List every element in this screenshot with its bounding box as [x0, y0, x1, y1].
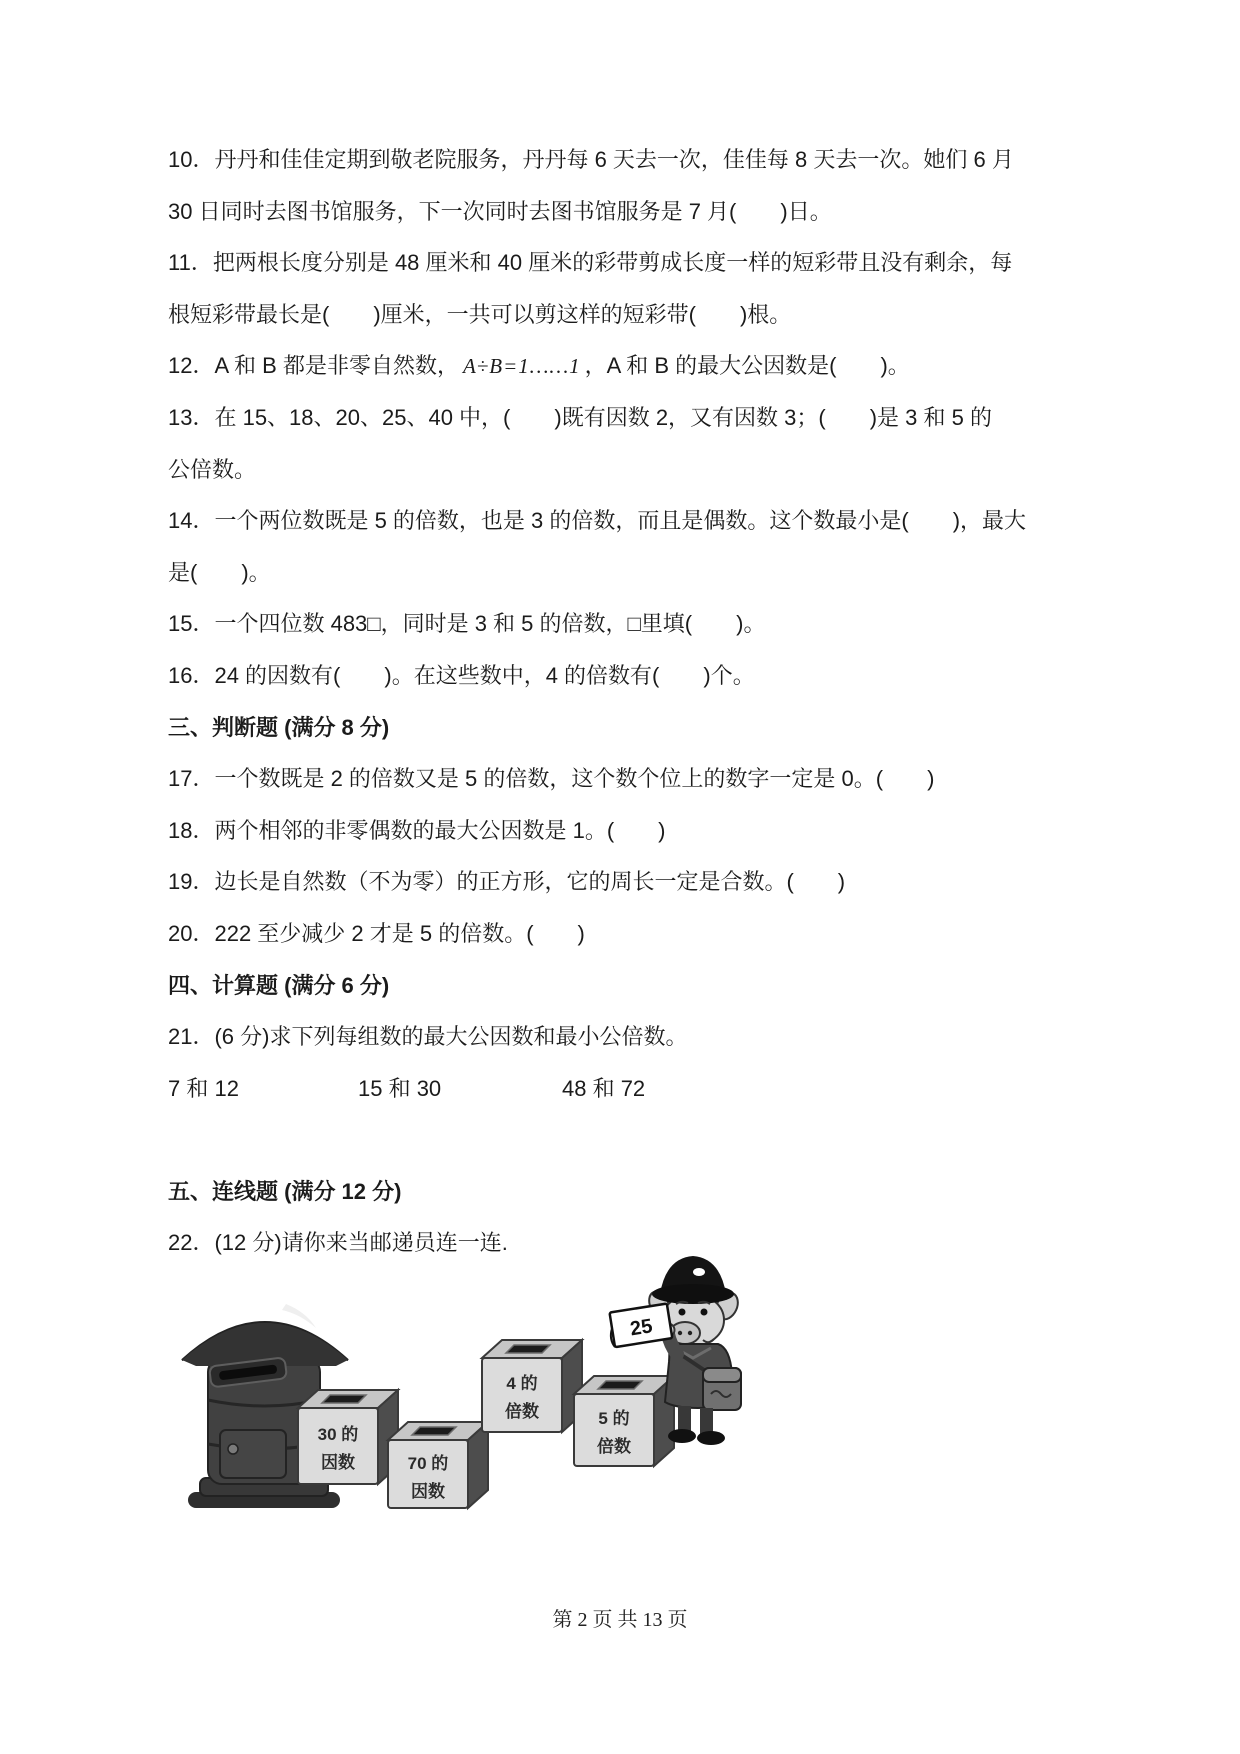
page-number-footer: 第 2 页 共 13 页 — [552, 1609, 688, 1631]
question-20: 20．222 至少减少 2 才是 5 的倍数。( ) — [168, 920, 585, 946]
section-4-calc-heading: 四、计算题 (满分 6 分) — [168, 972, 390, 998]
parcel-box-30-factors — [298, 1390, 398, 1484]
letter-25 — [607, 1304, 672, 1348]
pig-nostril-left — [678, 1331, 682, 1335]
pig-nostril-right — [688, 1331, 692, 1335]
calc-pair-3: 48 和 72 — [562, 1075, 646, 1101]
box-slot — [506, 1345, 550, 1353]
question-16: 16．24 的因数有( )。在这些数中，4 的倍数有( )个。 — [168, 662, 755, 688]
box-label-line-2: 因数 — [321, 1453, 355, 1472]
postman-hat-brim — [652, 1284, 734, 1304]
question-12-text-pre: 12．A 和 B 都是非零自然数， — [168, 353, 459, 379]
pig-leg-right — [700, 1408, 713, 1434]
question-12 — [168, 340, 1098, 392]
calc-pair-2: 15 和 30 — [358, 1075, 442, 1101]
question-22: 22．(12 分)请你来当邮递员连一连. — [168, 1230, 508, 1256]
box-label-line-1: 30 的 — [317, 1425, 359, 1444]
question-21: 21．(6 分)求下列每组数的最大公因数和最小公倍数。 — [168, 1024, 688, 1050]
question-10-line-2: 30 日同时去图书馆服务，下一次同时去图书馆服务是 7 月( )日。 — [168, 198, 832, 224]
question-14-line-2: 是( )。 — [168, 559, 271, 585]
question-12-text-post: ，A 和 B 的最大公因数是( )。 — [584, 353, 910, 379]
pig-foot-left — [668, 1429, 696, 1443]
pig-foot-right — [697, 1431, 725, 1445]
question-10-line-1: 10．丹丹和佳佳定期到敬老院服务，丹丹每 6 天去一次，佳佳每 8 天去一次。她们 6 月 — [168, 147, 1014, 172]
calc-pair-1: 7 和 12 — [168, 1075, 239, 1101]
question-13-line-1: 13．在 15、18、20、25、40 中，( )既有因数 2，又有因数 3；( )是 3 和 5 的 — [168, 404, 992, 430]
question-15: 15．一个四位数 483□，同时是 3 和 5 的倍数，□里填( )。 — [168, 611, 766, 637]
pig-eye-left — [679, 1309, 686, 1316]
box-label-line-1: 5 的 — [598, 1409, 630, 1428]
calc-pairs-row — [168, 1063, 1098, 1115]
section-5-match-heading: 五、连线题 (满分 12 分) — [168, 1178, 402, 1204]
box-label-line-2: 因数 — [411, 1482, 445, 1501]
mail-bag-flap — [703, 1368, 741, 1382]
hat-badge — [693, 1268, 705, 1276]
question-14-line-1: 14．一个两位数既是 5 的倍数，也是 3 的倍数，而且是偶数。这个数最小是( )，最大 — [168, 508, 1027, 534]
question-11-line-2: 根短彩带最长是( )厘米，一共可以剪这样的短彩带( )根。 — [168, 301, 792, 327]
question-18: 18．两个相邻的非零偶数的最大公因数是 1。( ) — [168, 817, 666, 843]
question-11-line-1: 11．把两根长度分别是 48 厘米和 40 厘米的彩带剪成长度一样的短彩带且没有剩余，每 — [168, 250, 1013, 276]
blank-work-space — [168, 1114, 1098, 1166]
box-label-line-2: 倍数 — [597, 1437, 631, 1456]
pig-leg-left — [678, 1406, 691, 1432]
box-label-line-1: 4 的 — [506, 1374, 538, 1393]
box-slot — [412, 1427, 456, 1435]
box-label-line-2: 倍数 — [505, 1402, 539, 1421]
parcel-box-70-factors — [388, 1422, 488, 1508]
box-slot — [322, 1395, 366, 1403]
letter-number: 25 — [628, 1315, 655, 1341]
pig-eye-right — [701, 1309, 708, 1316]
postman-matching-illustration — [170, 1256, 760, 1514]
question-19: 19．边长是自然数（不为零）的正方形，它的周长一定是合数。( ) — [168, 869, 846, 895]
mailbox-door — [220, 1430, 286, 1478]
box-slot — [598, 1381, 642, 1389]
division-formula: A÷B=1……1 — [462, 354, 581, 379]
parcel-box-4-multiples — [482, 1340, 582, 1432]
box-label-line-1: 70 的 — [407, 1454, 449, 1473]
question-13-line-2: 公倍数。 — [168, 456, 257, 482]
document-body — [168, 134, 1098, 1269]
parcel-box-5-multiples — [574, 1376, 674, 1466]
section-3-judge-heading: 三、判断题 (满分 8 分) — [168, 714, 390, 740]
mailbox-door-handle — [228, 1444, 238, 1454]
question-17: 17．一个数既是 2 的倍数又是 5 的倍数，这个数个位上的数字一定是 0。( ) — [168, 766, 935, 792]
